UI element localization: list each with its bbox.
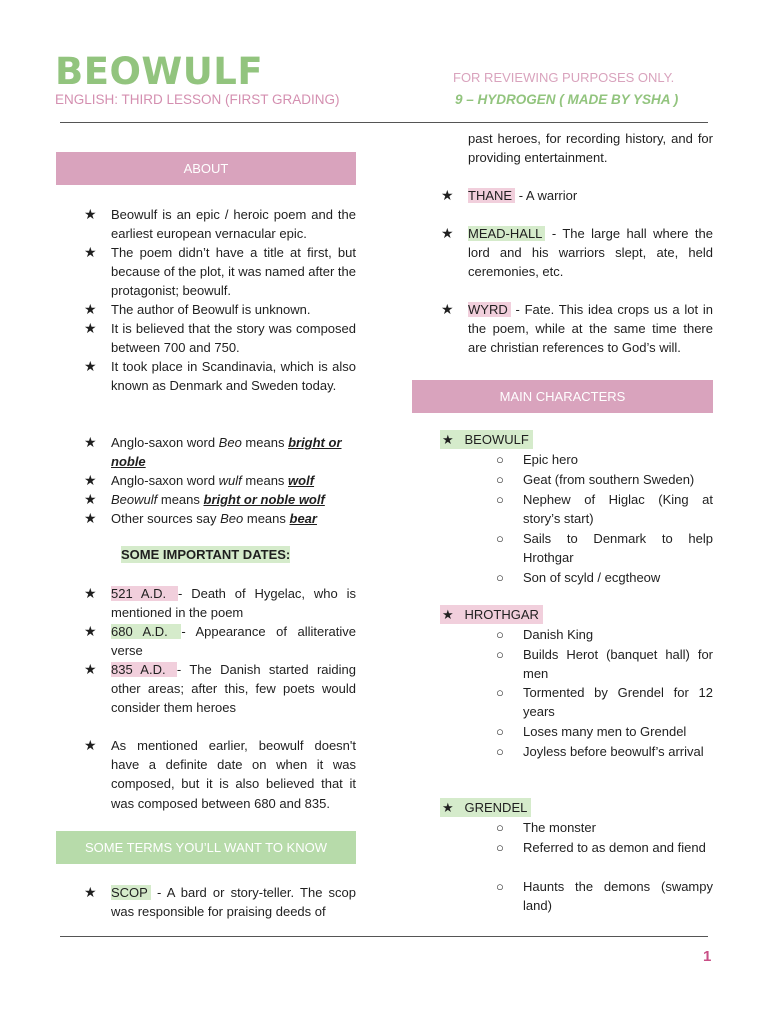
word-meaning-item: Other sources say Beo means bear [111,511,317,526]
footer-divider [60,936,708,937]
star-bullet-icon: ★ [84,301,97,317]
star-bullet-icon: ★ [442,607,454,622]
date-item: 521 A.D. - Death of Hygelac, who is mentioned in the poem [111,586,357,621]
review-notice: FOR REVIEWING PURPOSES ONLY. [453,70,675,85]
circle-bullet-icon: ○ [496,570,504,585]
trait-item: Epic hero [523,452,578,467]
character-hrothgar: ★ HROTHGAR [440,605,543,624]
star-bullet-icon: ★ [84,206,97,222]
trait-item: Nephew of Higlac (King at story’s start) [523,492,713,527]
about-heading: ABOUT [56,152,356,185]
trait-item: Referred to as demon and fiend [523,840,706,855]
star-bullet-icon: ★ [84,623,97,639]
header-divider [60,122,708,123]
term-item-scop-continued: past heroes, for recording history, and for providing entertainment. [468,131,713,166]
term-item: THANE - A warrior [468,188,578,203]
star-bullet-icon: ★ [441,301,454,317]
date-item: 835 A.D. - The Danish started raiding other areas; after this, few poets would consider them heroes [111,662,356,716]
star-bullet-icon: ★ [84,585,97,601]
trait-item: Sails to Denmark to help Hrothgar [523,531,713,566]
dates-heading: SOME IMPORTANT DATES: [121,547,291,562]
star-bullet-icon: ★ [442,800,454,815]
terms-heading: SOME TERMS YOU’LL WANT TO KNOW [56,831,356,864]
word-meaning-item: Anglo-saxon word wulf means wolf [111,473,315,488]
circle-bullet-icon: ○ [496,627,504,642]
star-bullet-icon: ★ [84,320,97,336]
circle-bullet-icon: ○ [496,472,504,487]
trait-item: Builds Herot (banquet hall) for men [523,647,713,682]
circle-bullet-icon: ○ [496,647,504,662]
trait-item: Son of scyld / ecgtheow [523,570,661,585]
circle-bullet-icon: ○ [496,452,504,467]
circle-bullet-icon: ○ [496,531,504,546]
list-item: The poem didn’t have a title at first, but because of the plot, it was named after the protagonist; beowulf. [111,245,356,299]
star-bullet-icon: ★ [84,358,97,374]
star-bullet-icon: ★ [84,434,97,450]
circle-bullet-icon: ○ [496,724,504,739]
star-bullet-icon: ★ [84,737,97,753]
trait-item: Joyless before beowulf’s arrival [523,744,704,759]
circle-bullet-icon: ○ [496,879,504,894]
trait-item: Geat (from southern Sweden) [523,472,695,487]
character-beowulf: ★ BEOWULF [440,430,533,449]
list-item: It took place in Scandinavia, which is also known as Denmark and Sweden today. [111,359,356,394]
star-bullet-icon: ★ [84,491,97,507]
trait-item: Loses many men to Grendel [523,724,687,739]
term-item: WYRD - Fate. This idea crops us a lot in the poem, while at the same time there are christian references to God’s will. [468,302,713,356]
circle-bullet-icon: ○ [496,685,504,700]
term-item-scop: SCOP - A bard or story-teller. The scop was responsible for praising deeds of [111,885,356,920]
word-meaning-item: Anglo-saxon word Beo means bright or noble [111,435,342,470]
star-bullet-icon: ★ [84,472,97,488]
trait-item: Tormented by Grendel for 12 years [523,685,713,720]
star-bullet-icon: ★ [441,187,454,203]
list-item: Beowulf is an epic / heroic poem and the earliest european vernacular epic. [111,207,356,242]
trait-item: Haunts the demons (swampy land) [523,879,713,914]
characters-heading: MAIN CHARACTERS [412,380,713,413]
circle-bullet-icon: ○ [496,492,504,507]
star-bullet-icon: ★ [84,661,97,677]
list-item: It is believed that the story was composed between 700 and 750. [111,321,356,356]
star-bullet-icon: ★ [84,510,97,526]
circle-bullet-icon: ○ [496,820,504,835]
star-bullet-icon: ★ [441,225,454,241]
document-title: BEOWULF [55,50,264,93]
character-grendel: ★ GRENDEL [440,798,531,817]
star-bullet-icon: ★ [84,244,97,260]
circle-bullet-icon: ○ [496,840,504,855]
circle-bullet-icon: ○ [496,744,504,759]
word-meaning-item: Beowulf means bright or noble wolf [111,492,325,507]
date-note: As mentioned earlier, beowulf doesn't have a definite date on when it was composed, but it is also believed that it was composed between 680 and 835. [111,738,356,811]
star-bullet-icon: ★ [442,432,454,447]
star-bullet-icon: ★ [84,884,97,900]
lesson-subtitle: ENGLISH: THIRD LESSON (FIRST GRADING) [55,92,340,107]
trait-item: The monster [523,820,596,835]
page-number: 1 [703,948,712,965]
list-item: The author of Beowulf is unknown. [111,302,311,317]
term-item: MEAD-HALL - The large hall where the lord and his warriors slept, ate, held ceremonies, etc. [468,226,713,280]
trait-item: Danish King [523,627,594,642]
author-line: 9 – HYDROGEN ( MADE BY YSHA ) [455,92,679,107]
date-item: 680 A.D. - Appearance of alliterative verse [111,624,356,659]
